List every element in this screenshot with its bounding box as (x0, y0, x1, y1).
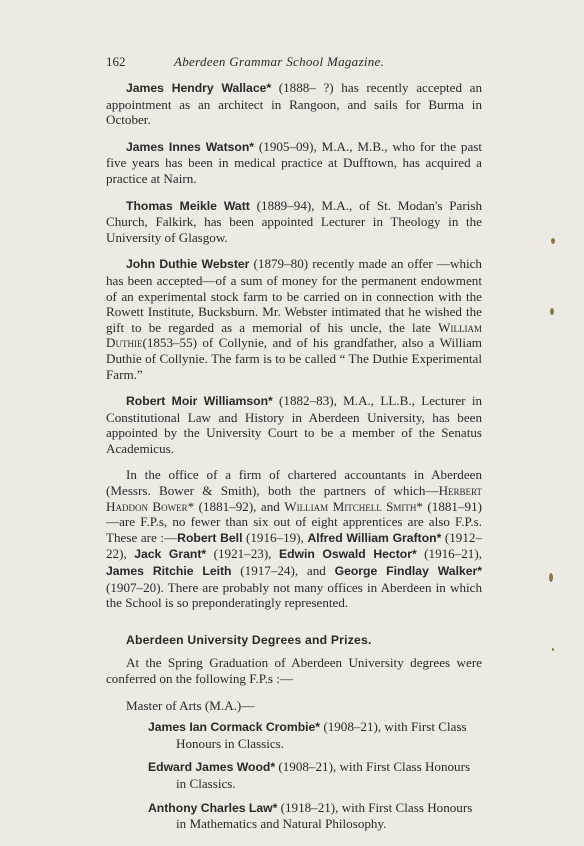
degrees-intro: At the Spring Graduation of Aberdeen University degrees were conferred on the following F.P.s :— (106, 655, 482, 686)
paper-speck (551, 238, 555, 244)
paragraph-text: (1881–91)—are F.P.s, no fewer than six out of eight apprentices are also F.P.s. These are :— (106, 498, 482, 545)
paper-speck (550, 308, 554, 315)
small-caps-name: William Mitchell Smith* (284, 498, 423, 514)
paragraph-text: (1881–92), and (194, 498, 285, 514)
entry-paragraph (106, 139, 482, 187)
person-name: Robert Moir Williamson* (126, 394, 273, 409)
entry-text: (1888– ?) has recently accepted an appointment as an architect in Rangoon, and sails for Burma in October. (106, 80, 482, 128)
person-name: John Duthie Webster (126, 257, 250, 272)
paragraph-text: In the office of a firm of chartered accountants in Aberdeen (Messrs. Bower & Smith), both the partners of which— (106, 467, 482, 499)
running-title: Aberdeen Grammar School Magazine. (174, 54, 385, 69)
person-name: Edwin Oswald Hector* (278, 547, 417, 562)
person-name: George Findlay Walker* (334, 564, 482, 579)
person-name: James Ritchie Leith (106, 564, 232, 579)
graduate-item (148, 719, 482, 751)
person-name: Jack Grant* (134, 547, 207, 562)
person-name: Edward James Wood* (148, 760, 276, 775)
graduate-text: (1908–21), with First Class Honours in Classics. (176, 719, 467, 751)
person-name: James Hendry Wallace* (126, 81, 272, 95)
entry-text: (1905–09), M.A., M.B., who for the past five years has been in medical practice at Dufftown, has acquired a practice at Nairn. (106, 138, 482, 186)
paragraph-text: (1907–20). There are probably not many offices in Aberdeen in which the School is so preponderatingly represented. (106, 579, 482, 611)
entry-text: (1882–83), M.A., LL.B., Lecturer in Constitutional Law and History in Aberdeen University, has been appointed by the University Court to be a member of the Senatus Academicus. (106, 393, 483, 456)
small-caps-name: William Duthie (106, 319, 482, 351)
paragraph-text: (1916–19), (242, 529, 308, 545)
graduate-item (148, 800, 482, 832)
entry-paragraph (106, 393, 482, 456)
graduate-item (148, 759, 482, 791)
entry-paragraph (106, 256, 482, 382)
entry-text: (1879–80) recently made an offer —which has been accepted—of a sum of money for the permanent endowment of an experimental stock farm to be carried on in connection with the Rowett Institute, Bucksburn. Mr. Webster intimated that he wished the gift to be regarded as a memorial of his uncle, the late (106, 256, 482, 335)
graduate-text: (1908–21), with First Class Honours in Classics. (176, 759, 471, 791)
paragraph-text: (1921–23), (206, 546, 279, 562)
person-name: Thomas Meikle Watt (126, 198, 250, 213)
page-body (106, 80, 482, 840)
person-name: James Ian Cormack Crombie* (148, 720, 321, 735)
person-name: James Innes Watson* (126, 139, 255, 154)
paper-speck (549, 573, 553, 582)
degree-label: Master of Arts (M.A.)— (126, 697, 255, 713)
paragraph-text: (1917–24), and (231, 563, 335, 579)
page-number: 162 (106, 54, 126, 69)
entry-text: (1889–94), M.A., of St. Modan's Parish Church, Falkirk, has been appointed Lecturer in Theology in the University of Glasgow. (106, 197, 482, 245)
graduate-text: (1918–21), with First Class Honours in Mathematics and Natural Philosophy. (176, 799, 473, 832)
person-name: Alfred William Grafton* (307, 530, 442, 545)
accountants-paragraph (106, 467, 482, 610)
entry-paragraph (106, 80, 482, 128)
entry-paragraph (106, 198, 482, 246)
paragraph-text: (1916–21), (416, 546, 482, 562)
section-heading: Aberdeen University Degrees and Prizes. (126, 632, 372, 647)
paragraph-text: (1912–22), (106, 529, 482, 562)
paper-speck (552, 648, 554, 651)
small-caps-name: Herbert Haddon Bower* (106, 483, 482, 514)
person-name: Robert Bell (177, 530, 243, 545)
person-name: Anthony Charles Law* (148, 800, 278, 815)
entry-text: (1853–55) of Collynie, and of his grandfather, also a William Duthie of Collynie. The farm is to be called “ The Duthie Experimental Farm.” (106, 335, 482, 382)
